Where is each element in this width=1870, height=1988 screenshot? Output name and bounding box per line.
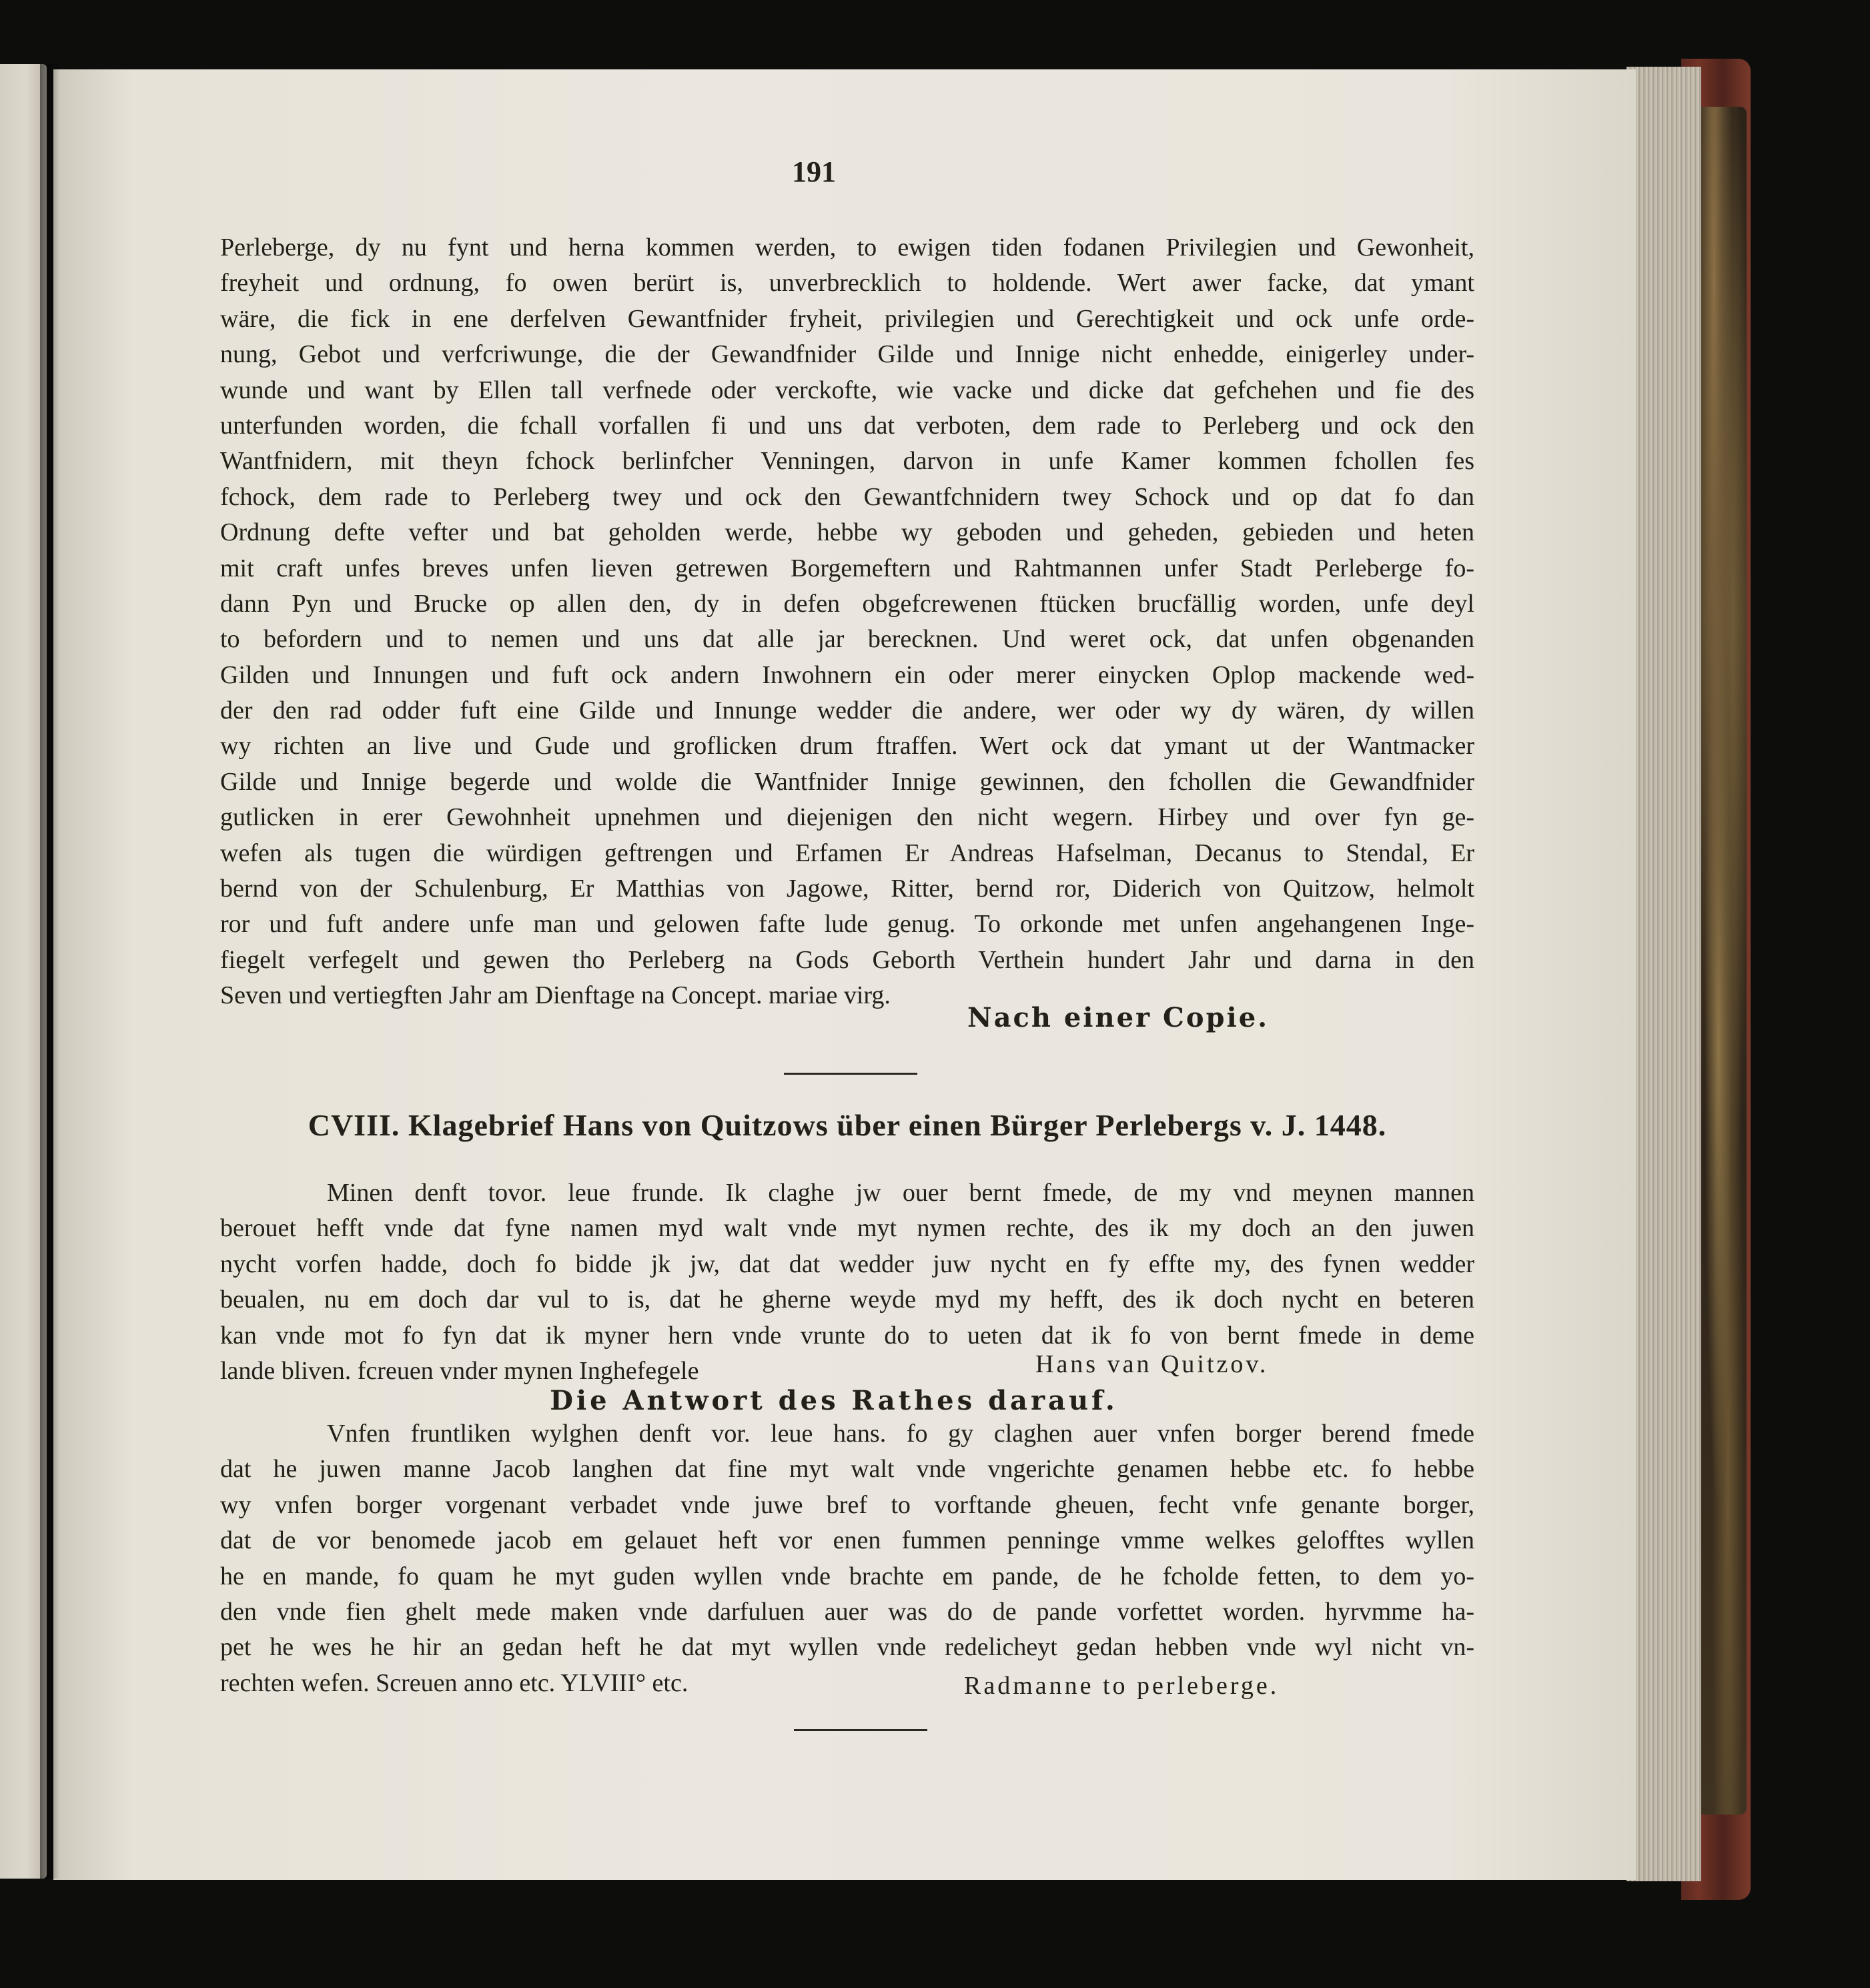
- text-line: dann Pyn und Brucke op allen den, dy in defen obgefcrewenen ftücken brucfällig worden, unfe deyl: [220, 589, 1474, 618]
- text-line: pet he wes he hir an gedan heft he dat myt wyllen vnde redelicheyt gedan hebben vnde wyl nicht vn-: [220, 1633, 1474, 1662]
- text-line: Gilde und Innige begerde und wolde die Wantfnider Innige gewinnen, den fchollen die Gewandfnider: [220, 767, 1474, 796]
- text-line: Ordnung defte vefter und bat geholden werde, hebbe wy geboden und geheden, gebieden und heten: [220, 518, 1474, 547]
- text-line: wäre, die fick in ene derfelven Gewantfnider fryheit, privilegien und Gerechtigkeit und ock unfe orde-: [220, 304, 1474, 333]
- text-line: Minen denft tovor. leue frunde. Ik claghe jw ouer bernt fmede, de my vnd meynen mannen: [327, 1179, 1474, 1207]
- letter-signature: Hans van Quitzov.: [1035, 1350, 1269, 1378]
- text-line: wefen als tugen die würdigen geftrengen und Erfamen Er Andreas Hafselman, Decanus to Stendal, Er: [220, 839, 1474, 867]
- text-line: dat de vor benomede jacob em gelauet heft vor enen fummen penninge vmme welkes gelofftes wyllen: [220, 1526, 1474, 1555]
- text-line: beualen, nu em doch dar vul to is, dat he gherne weyde myd my hefft, des ik doch nycht en beteren: [220, 1286, 1474, 1314]
- source-note: Nach einer Copie.: [967, 1002, 1270, 1033]
- text-line: unterfunden worden, die fchall vorfallen fi und uns dat verboten, dem rade to Perleberg und ock den: [220, 411, 1474, 440]
- text-line: berouet hefft vnde dat fyne namen myd walt vnde myt nymen rechte, des ik my doch an den juwen: [220, 1214, 1474, 1243]
- text-line: dat he juwen manne Jacob langhen dat fine myt walt vnde vngerichte genamen hebbe etc. fo hebbe: [220, 1455, 1474, 1484]
- text-line: fiegelt verfegelt und gewen tho Perleberg na Gods Geborth Verthein hundert Jahr und darna in den: [220, 945, 1474, 974]
- text-line: lande bliven. fcreuen vnder mynen Inghefegele: [220, 1356, 699, 1385]
- section-divider: [784, 1073, 917, 1075]
- text-line: bernd von der Schulenburg, Er Matthias von Jagowe, Ritter, bernd ror, Diderich von Quitzow, helmolt: [220, 875, 1474, 903]
- text-line: Seven und vertiegften Jahr am Dienftage na Concept. mariae virg.: [220, 981, 891, 1010]
- gutter-shadow: [40, 64, 60, 1879]
- reply-council: [220, 1416, 1474, 1701]
- page-number: 191: [792, 155, 836, 188]
- text-line: wunde und want by Ellen tall verfnede oder verckofte, wie vacke und dicke dat gefchehen und fie des: [220, 376, 1474, 404]
- text-line: fchock, dem rade to Perleberg twey und ock den Gewantfchnidern twey Schock und op dat fo dan: [220, 482, 1474, 511]
- letter-quitzow: [220, 1175, 1474, 1389]
- text-line: he en mande, fo quam he myt guden wyllen vnde brachte em pande, de he fcholde fetten, to dem yo-: [220, 1562, 1474, 1590]
- text-line: wy richten an live und Gude und groflicken drum ftraffen. Wert ock dat ymant ut der Wantmacker: [220, 732, 1474, 761]
- text-line: ror und fuft andere unfe man und gelowen fafte lude genug. To orkonde met unfen angehangenen Inge-: [220, 910, 1474, 939]
- text-line: Perleberge, dy nu fynt und herna kommen werden, to ewigen tiden fodanen Privilegien und Gewonheit,: [220, 233, 1474, 262]
- text-line: Vnfen fruntliken wylghen denft vor. leue hans. fo gy claghen auer vnfen borger berend fmede: [327, 1420, 1474, 1448]
- text-line: gutlicken in erer Gewohnheit upnehmen und diejenigen den nicht wegern. Hirbey und over fyn ge-: [220, 803, 1474, 832]
- text-line: Wantfnidern, mit theyn fchock berlinfcher Venningen, darvon in unfe Kamer kommen fchollen fes: [220, 447, 1474, 476]
- page-block-edges: [1626, 67, 1701, 1881]
- text-line: kan vnde mot fo fyn dat ik myner hern vnde vrunte do to ueten dat ik fo von bernt fmede in deme: [220, 1321, 1474, 1350]
- text-line: to befordern und to nemen und uns dat alle jar berecknen. Und weret ock, dat unfen obgenanden: [220, 625, 1474, 654]
- text-line: der den rad odder fuft eine Gilde und Innunge wedder die andere, wer oder wy dy wären, dy willen: [220, 696, 1474, 725]
- text-line: freyheit und ordnung, fo owen berürt is, unverbrecklich to holdende. Wert awer facke, dat ymant: [220, 269, 1474, 298]
- text-line: wy vnfen borger vorgenant verbadet vnde juwe bref to vorftande gheuen, fecht vnfe genante borger,: [220, 1490, 1474, 1519]
- reply-heading: Die Antwort des Rathes darauf.: [550, 1385, 1118, 1416]
- section-heading: CVIII. Klagebrief Hans von Quitzows über einen Bürger Perlebergs v. J. 1448.: [308, 1108, 1387, 1142]
- text-line: mit craft unfes breves unfen lieven getrewen Borgemeftern und Rahtmannen unfer Stadt Perleberge fo-: [220, 554, 1474, 582]
- text-line: den vnde fien ghelt mede maken vnde darfuluen auer was do de pande vorfettet worden. hyrvmme ha-: [220, 1597, 1474, 1626]
- paragraph-decree: [220, 230, 1474, 1014]
- reply-signature: Radmanne to perleberge.: [964, 1672, 1280, 1700]
- text-line: nycht vorfen hadde, doch fo bidde jk jw, dat dat wedder juw nycht en fy effte my, des fynen wedder: [220, 1250, 1474, 1278]
- text-line: nung, Gebot und verfcriwunge, die der Gewandfnider Gilde und Innige nicht enhedde, einigerley under-: [220, 340, 1474, 369]
- end-divider: [794, 1729, 927, 1731]
- marbled-cover-edge: [1700, 107, 1747, 1815]
- text-line: rechten wefen. Screuen anno etc. YLVIII° etc.: [220, 1668, 688, 1697]
- text-line: Gilden und Innungen und fuft ock andern Inwohnern ein oder merer einycken Oplop mackende wed-: [220, 660, 1474, 689]
